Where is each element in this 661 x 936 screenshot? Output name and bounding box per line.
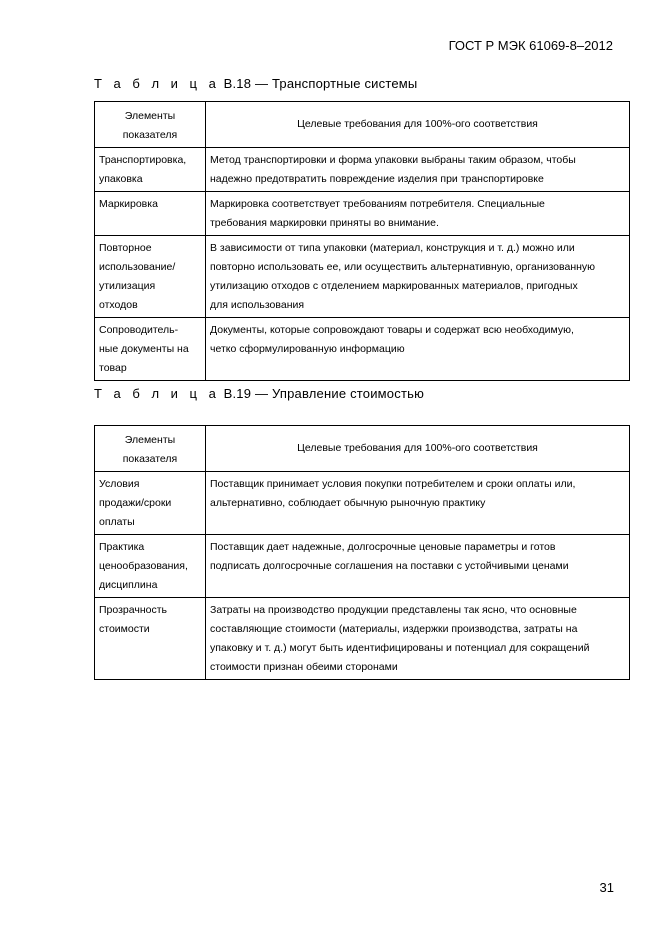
column-header-requirements: Целевые требования для 100%-ого соответствия <box>206 426 630 472</box>
table-header-row <box>95 426 630 472</box>
document-standard-header: ГОСТ Р МЭК 61069-8–2012 <box>448 38 613 53</box>
table-b18-title <box>94 76 417 91</box>
row-element-text: Транспортировка, упаковка <box>99 154 187 185</box>
row-requirement-text: Метод транспортировки и форма упаковки выбраны таким образом, чтобы надежно предотвратить повреждение изделия при транспортировке <box>210 154 576 185</box>
row-element-text: Повторное использование/ утилизация отходов <box>99 242 176 311</box>
row-requirement-text: Затраты на производство продукции представлены так ясно, что основные составляющие стоимости (материалы, издержки производства, затраты на упаковку и т. д.) могут быть идентифицированы и потенциал для сокращений стоимости признан обеими сторонами <box>210 604 590 673</box>
column-header-requirements: Целевые требования для 100%-ого соответствия <box>206 102 630 148</box>
row-element-text: Маркировка <box>99 198 158 210</box>
row-requirement-cell <box>206 192 630 236</box>
row-element-cell <box>95 472 206 535</box>
column-header-elements <box>95 102 206 148</box>
row-element-cell <box>95 236 206 318</box>
table-row <box>95 535 630 598</box>
row-element-cell <box>95 148 206 192</box>
column-header-elements-text: Элементы показателя <box>122 434 178 465</box>
table-row <box>95 472 630 535</box>
table-b19-cost-management <box>94 425 630 680</box>
row-requirement-cell <box>206 535 630 598</box>
row-requirement-text: Поставщик принимает условия покупки потребителем и сроки оплаты или, альтернативно, соблюдает обычную рыночную практику <box>210 478 576 509</box>
row-element-cell <box>95 318 206 381</box>
row-requirement-text: В зависимости от типа упаковки (материал, конструкция и т. д.) можно или повторно использовать ее, или осуществить альтернативную, организованную утилизацию отходов с отделением маркированных материалов, пригодных для использования <box>210 242 596 311</box>
row-requirement-text: Маркировка соответствует требованиям потребителя. Специальные требования маркировки приняты во внимание. <box>210 198 545 229</box>
row-requirement-text: Поставщик дает надежные, долгосрочные ценовые параметры и готов подписать долгосрочные соглашения на поставки с устойчивыми ценами <box>210 541 569 572</box>
column-header-elements-text: Элементы показателя <box>122 110 178 141</box>
table-b19-title-text: В.19 — Управление стоимостью <box>223 386 425 401</box>
page-number: 31 <box>599 880 614 895</box>
table-row <box>95 598 630 680</box>
row-requirement-text: Документы, которые сопровождают товары и содержат всю необходимую, четко сформулированную информацию <box>210 324 574 355</box>
row-requirement-cell <box>206 598 630 680</box>
row-element-text: Практика ценообразования, дисциплина <box>99 541 188 591</box>
table-row <box>95 318 630 381</box>
row-requirement-cell <box>206 236 630 318</box>
table-b19-title <box>94 386 424 401</box>
row-element-text: Сопроводитель- ные документы на товар <box>99 324 189 374</box>
table-b19-title-prefix: Т а б л и ц а <box>94 386 220 401</box>
row-requirement-cell <box>206 472 630 535</box>
table-b18-title-text: В.18 — Транспортные системы <box>223 76 418 91</box>
row-element-cell <box>95 535 206 598</box>
row-requirement-cell <box>206 148 630 192</box>
table-row <box>95 236 630 318</box>
table-b18-transport-systems <box>94 101 630 381</box>
row-element-cell <box>95 192 206 236</box>
table-header-row <box>95 102 630 148</box>
column-header-elements <box>95 426 206 472</box>
table-row <box>95 148 630 192</box>
table-row <box>95 192 630 236</box>
row-element-cell <box>95 598 206 680</box>
row-element-text: Прозрачность стоимости <box>99 604 168 635</box>
row-element-text: Условия продажи/сроки оплаты <box>99 478 172 528</box>
table-b18-title-prefix: Т а б л и ц а <box>94 76 220 91</box>
row-requirement-cell <box>206 318 630 381</box>
